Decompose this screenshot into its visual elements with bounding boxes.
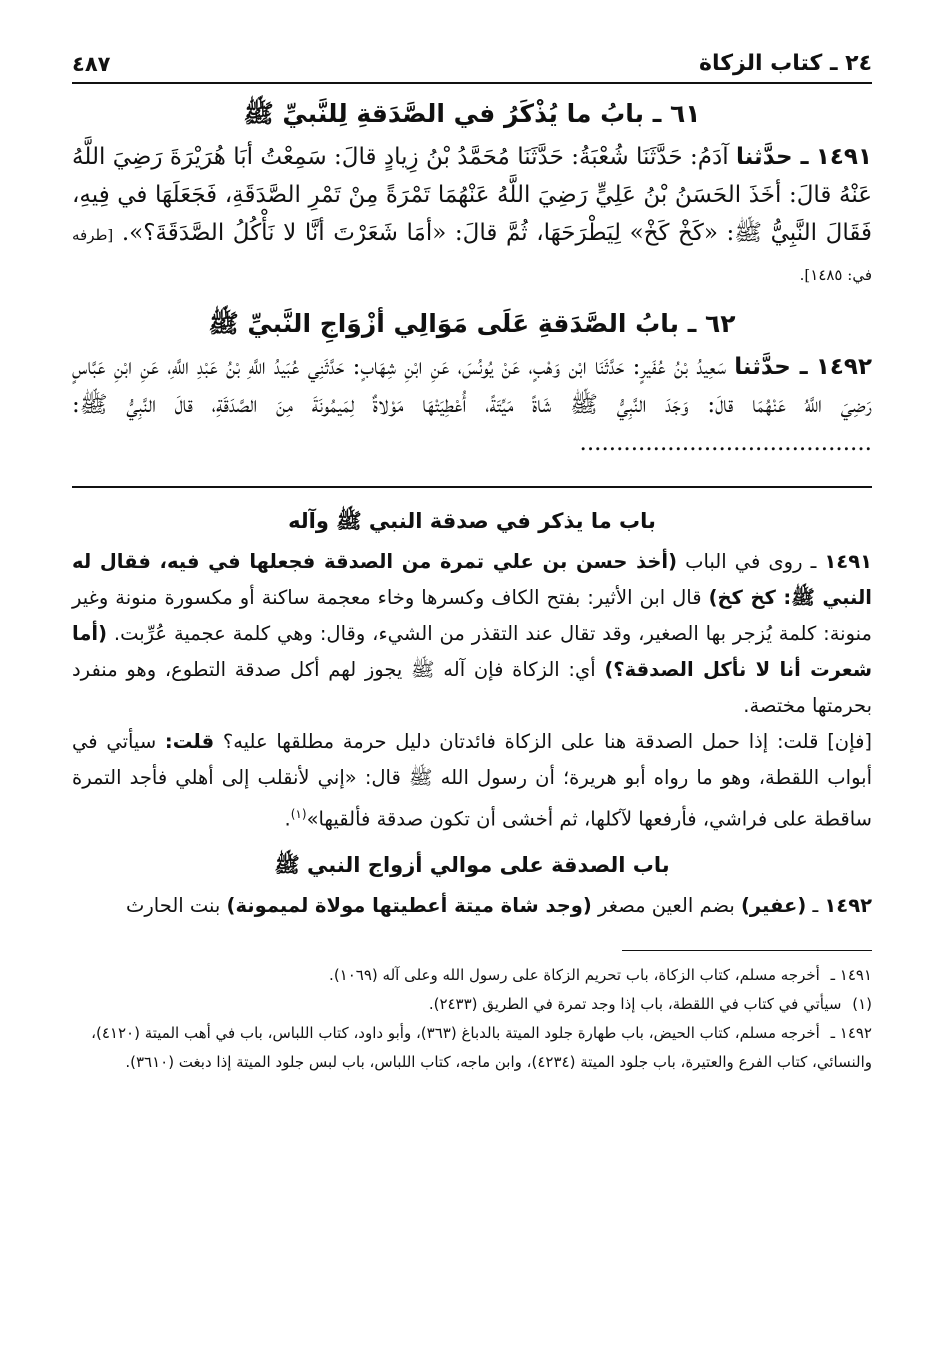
footnote-text: أخرجه مسلم، كتاب الزكاة، باب تحريم الزكاة على رسول الله وعلى آله (١٠٦٩). [329,965,820,984]
footnote [72,990,872,1019]
footnote [72,961,872,990]
question-label: [فإن] [827,730,873,753]
hadith-number: ١٤٩١ [815,144,872,170]
commentary-1491 [72,544,872,724]
commentary-text: بضم العين مصغر [598,893,735,917]
footnote-marker: (١) [290,807,307,821]
commentary-1492 [72,888,872,924]
commentary-title-2: باب الصدقة على موالي أزواج النبي ﷺ [274,852,670,877]
commentary-qa [72,724,872,838]
matn-section [72,96,872,462]
running-title: ٢٤ ـ كتاب الزكاة [698,51,872,76]
quoted-phrase: (أما شعرت أنا لا نأكل الصدقة؟) [72,622,872,681]
quoted-phrase: (عفير) [740,893,807,917]
footnotes [72,950,872,1077]
haddathana: ـ حدَّثنا [734,354,808,380]
hadith-text: سَعِيدُ بْنُ عُفَيرٍ: حَدَّثَنَا ابْن وَهْبٍ، عَنْ يُونُسَ، عَنِ ابْنِ شِهَابٍ: حَدَّثَنِي عُبَيدُ اللَّهِ بْنُ عَبْدِ اللَّهِ، عَنِ ابْنِ عَبَّاسٍ رَضِيَ اللَّهُ عَنْهُمَا قالَ: وَجَدَ النَّبِيُّ ﷺ شَاةً مَيِّتَةً، أُعْطِيَتْهَا مَوْلاةٌ لِمَيمُونَةَ مِنَ الصَّدَقَةِ، قالَ النَّبِيُّ ﷺ: ........................................ [72,354,872,456]
haddathana: ـ حدَّثنا [736,144,809,170]
answer-end: . [284,807,291,831]
commentary-number: ١٤٩١ [824,550,873,573]
footnote-text: أخرجه مسلم، كتاب الحيض، باب طهارة جلود الميتة بالدباغ (٣٦٣)، وأبو داود، كتاب اللباس، باب في أهب الميتة (٤١٢٠)، والنسائي، كتاب الفرع والعتيرة، باب جلود الميتة (٤٢٣٤)، وابن ماجه، كتاب اللباس، باب لبس جلود الميتة إذا دبغت (٣٦١٠). [91,1023,872,1071]
footnote [72,1019,872,1077]
footnote-rule [622,950,872,951]
hadith-text: آدَمُ: حَدَّثَنَا شُعْبَةُ: حَدَّثَنَا مُحَمَّدُ بْنُ زِيادٍ قالَ: سَمِعْتُ أبَا هُرَيْرَةَ رَضِيَ اللَّهُ عَنْهُ قالَ: أخَذَ الحَسَنُ بْنُ عَلِيٍّ رَضِيَ اللَّهُ عَنْهُمَا تَمْرَةً مِنْ تَمْرِ الصَّدَقَةِ، فَجَعَلَهَا في فِيهِ، فَقَالَ النَّبِيُّ ﷺ: «كَخْ كَخْ» لِيَطْرَحَهَا، ثُمَّ قالَ: «أمَا شَعَرْتَ أنَّا لا نَأْكُلُ الصَّدَقَةَ؟». [72,144,872,246]
hadith-1492 [72,348,872,462]
commentary-title-1: باب ما يذكر في صدقة النبي ﷺ وآله [288,509,656,533]
quoted-phrase: (وجد شاة ميتة أعطيتها مولاة لميمونة) [226,893,592,917]
footnote-text: سيأتي في كتاب في اللقطة، باب إذا وجد تمرة في الطريق (٢٤٣٣). [428,994,842,1013]
footnote-number: ١٤٩٢ ـ [830,1023,872,1042]
commentary-section [72,504,872,924]
answer-text: سيأتي في أبواب اللقطة، وهو ما رواه أبو هريرة؛ أن رسول الله ﷺ قال: «إني لأنقلب إلى أهلي فأجد التمرة ساقطة على فراشي، فأرفعها لآكلها، ثم أخشى أن تكون صدقة فألقيها» [72,730,872,831]
commentary-number: ١٤٩٢ [824,893,872,917]
answer-label: قلت: [164,730,215,753]
chapter-62-title: ٦٢ ـ بابُ الصَّدَقةِ عَلَى مَوَالِي أزْوَاجِ النَّبيِّ ﷺ [208,309,736,338]
hadith-ref: [طرفه في: ١٤٨٥]. [72,226,872,284]
commentary-intro: ـ [812,893,819,917]
book-page [72,38,872,1342]
footnote-number: ١٤٩١ ـ [830,965,872,984]
section-divider [72,486,872,488]
question-text: قلت: إذا حمل الصدقة هنا على الزكاة فائدتان دليل حرمة مطلقها عليه؟ [222,730,819,753]
footnote-number: (١) [852,994,872,1013]
commentary-text: بنت الحارث [126,893,221,917]
commentary-text: قال ابن الأثير: بفتح الكاف وكسرها وخاء معجمة ساكنة أو مكسورة منونة وغير منونة: كلمة يُزجر بها الصغير، وقد تقال عند التقذر من الشيء، وقال: وهي كلمة عجمية عُرِّبت. [72,586,872,645]
hadith-1491 [72,138,872,294]
commentary-text: أي: الزكاة فإن آله ﷺ يجوز لهم أكل صدقة التطوع، وهو منفرد بحرمتها مختصة. [72,658,872,717]
page-number: ٤٨٧ [72,52,111,76]
page-header [72,38,872,84]
commentary-intro: ـ روى في الباب [685,550,817,573]
quoted-phrase: (أخذ حسن بن علي تمرة من الصدقة فجعلها في فيه، فقال له النبي ﷺ: كخ كخ) [72,550,872,609]
chapter-61-title: ٦١ ـ بابُ ما يُذْكَرُ في الصَّدَقةِ لِلنَّبيِّ ﷺ [243,99,701,128]
hadith-number: ١٤٩٢ [815,354,872,380]
